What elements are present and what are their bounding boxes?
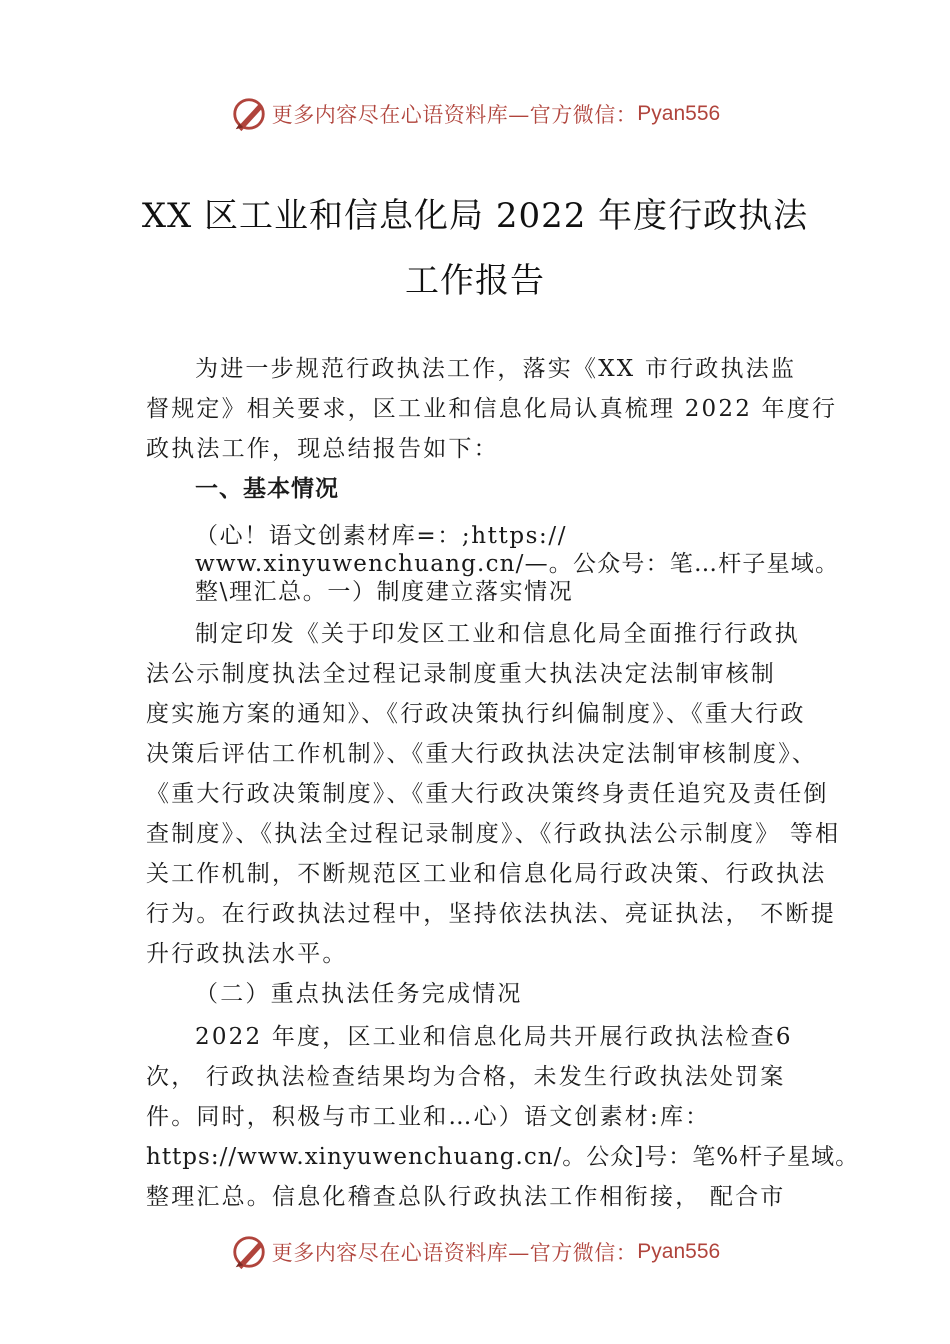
pen-seal-logo-icon (230, 1233, 268, 1271)
banner-text: 更多内容尽在心语资料库—官方微信： (271, 103, 638, 127)
para1-line: 行为。在行政执法过程中，坚持依法执法、亮证执法， 不断提 (146, 901, 836, 927)
para1-line: 关工作机制，不断规范区工业和信息化局行政决策、行政执法 (146, 861, 827, 887)
intro-line: 政执法工作，现总结报告如下： (146, 436, 499, 462)
source-note-line: www.xinyuwenchuang.cn/—。公众号：笔…杆子星域。 (195, 551, 840, 577)
source-note-line: （心！语文创素材库=：;https:// (195, 523, 568, 549)
section-heading-basic-situation: 一、基本情况 (195, 476, 339, 502)
para1-line: 度实施方案的通知》、《行政决策执行纠偏制度》、《重大行政 (146, 701, 806, 727)
source-note-line: 整\理汇总。一）制度建立落实情况 (195, 579, 574, 605)
para1-line: 升行政执法水平。 (146, 941, 348, 967)
banner-wechat-id: Pyan556 (637, 1240, 721, 1263)
para2-line: 件。同时，积极与市工业和…心）语文创素材:库： (146, 1104, 711, 1130)
intro-line: 为进一步规范行政执法工作，落实《XX 市行政执法监 (195, 356, 797, 382)
banner-text: 更多内容尽在心语资料库—官方微信： (271, 1241, 638, 1265)
para1-line: 制定印发《关于印发区工业和信息化局全面推行行政执 (195, 621, 800, 647)
subheading-key-tasks: （二）重点执法任务完成情况 (195, 981, 523, 1007)
para2-line: https://www.xinyuwenchuang.cn/。公众]号：笔%杆子星域。 (146, 1144, 860, 1170)
para2-line: 2022 年度，区工业和信息化局共开展行政执法检查6 (195, 1024, 793, 1050)
intro-line: 督规定》相关要求，区工业和信息化局认真梳理 2022 年度行 (146, 396, 838, 422)
banner-wechat-id: Pyan556 (637, 102, 721, 125)
document-title-line-2: 工作报告 (405, 261, 545, 301)
pen-seal-logo-icon (230, 95, 268, 133)
para2-line: 次， 行政执法检查结果均为合格，未发生行政执法处罚案 (146, 1064, 786, 1090)
para1-line: 查制度》、《执法全过程记录制度》、《行政执法公示制度》 等相 (146, 821, 841, 847)
para1-line: 《重大行政决策制度》、《重大行政决策终身责任追究及责任倒 (146, 781, 829, 807)
header-watermark-banner (0, 92, 950, 136)
para1-line: 法公示制度执法全过程记录制度重大执法决定法制审核制 (146, 661, 776, 687)
footer-watermark-banner (0, 1230, 950, 1274)
para1-line: 决策后评估工作机制》、《重大行政执法决定法制审核制度》、 (146, 741, 818, 767)
document-title-line-1: XX 区工业和信息化局 2022 年度行政执法 (141, 196, 809, 236)
para2-line: 整理汇总。信息化稽查总队行政执法工作相衔接， 配合市 (146, 1184, 786, 1210)
